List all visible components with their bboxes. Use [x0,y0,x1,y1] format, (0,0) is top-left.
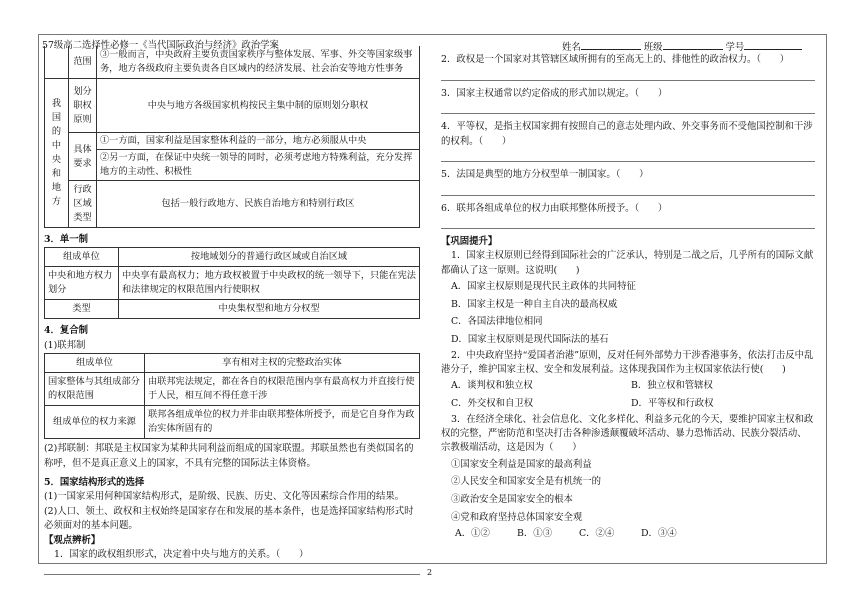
section-title: 3．单一制 [44,234,89,245]
option[interactable]: B．独立权和管辖权 [631,380,713,392]
viewpoint-item: 4．平等权，是指主权国家拥有按照自己的意志处理内政、外交事务而不受他国控制和干涉的权利。（ ） [441,121,813,147]
row-label: 中央和地方权力划分 [45,267,119,300]
viewpoint-item: 2．政权是一个国家对其管辖区域所拥有的至高无上的、排他性的政治权力。（ ） [441,54,790,65]
group-label: 我国的中央和地方 [45,79,69,228]
row-text: 享有相对主权的完整政治实体 [145,354,420,373]
option[interactable]: A．国家主权原则是现代民主政体的共同特征 [451,281,636,293]
confederation-text: (2)邦联制：邦联是主权国家为某种共同利益而组成的国家联盟。邦联虽然也有类似国名的称呼，但不是真正意义上的国家，不具有完整的国际法主体资格。 [44,443,414,469]
question-stem: 1．国家主权原则已经得到国际社会的广泛承认，特别是二战之后，几乎所有的国际文献都确认了这一原则。这说明( ) [441,250,814,276]
answer-line[interactable] [44,562,420,575]
row-label: 划分职权原则 [69,79,97,133]
table-row [45,248,420,267]
row-text: 中央享有最高权力；地方政权被置于中央政权的统一领导下，只能在宪法和法律规定的权限范围内行使职权 [119,267,420,300]
viewpoint-item: 5．法国是典型的地方分权型单一制国家。（ ） [441,169,649,180]
row-text: 中央与地方各级国家机构按民主集中制的原则划分职权 [97,79,420,133]
viewpoint-item: 1．国家的政权组织形式，决定着中央与地方的关系。（ ） [54,549,309,561]
statement: ①国家安全利益是国家的最高利益 [451,458,592,470]
answer-line[interactable] [441,101,815,114]
row-text: 联邦各组成单位的权力并非由联邦整体所授予，而是它自身作为政治实体所固有的 [145,406,420,439]
name-label: 姓名 [562,42,581,53]
subsection-title: (1)联邦制 [44,339,86,351]
option[interactable]: B．国家主权是一种自主自决的最高权威 [451,298,618,310]
left-column [44,46,420,581]
option[interactable]: C．各国法律地位相同 [451,316,543,328]
option[interactable]: D．③④ [641,528,677,540]
range-text: ③一般而言，中央政府主要负责国家秩序与整体发展、军事、外交等国家级事务，地方各级政府主要负责各自区域内的经济发展、社会治安等地方性事务 [97,46,420,79]
row-label: 行政区域类型 [69,181,97,228]
table-row [45,373,420,406]
statement: ②人民安全和国家安全是有机统一的 [451,476,602,488]
section-title: 5．国家结构形式的选择 [44,477,145,489]
viewpoint-item: 3．国家主权通常以约定俗成的形式加以规定。（ ） [441,87,668,99]
question-stem: 2．中央政府坚持“爱国者治港”原则，反对任何外部势力干涉香港事务，依法打击反中乱港分子，维护国家主权、安全和发展利益。这体现我国作为主权国家依法行使( ) [441,349,814,375]
viewpoints-title: 【观点辨析】 [44,534,101,546]
paragraph: (1)一国家采用何种国家结构形式，是阶级、民族、历史、文化等因素综合作用的结果。 [44,491,405,503]
answer-line[interactable] [441,68,815,81]
row-text: 中央集权型和地方分权型 [119,300,420,319]
table-row [45,133,420,181]
row-label: 国家整体与其组成部分的权限范围 [45,373,145,406]
row-text: ①一方面，国家利益是国家整体利益的一部分，地方必须服从中央 [97,133,419,150]
row-label: 组成单位 [45,248,119,267]
option[interactable]: C．外交权和自卫权 [451,398,534,409]
table-row [45,181,420,228]
federal-table [44,353,420,439]
document-title: 57级高二选择性必修一《当代国际政治与经济》政治学案 [42,40,279,51]
row-label: 组成单位的权力来源 [45,406,145,439]
answer-options [441,526,815,542]
table-row [45,46,420,79]
range-label: 范围 [69,46,97,79]
row-label: 组成单位 [45,354,145,373]
option[interactable]: A．谈判权和独立权 [451,380,533,392]
option[interactable]: D．平等权和行政权 [631,398,714,409]
option-row [441,377,815,395]
option-row [441,395,815,413]
answer-line[interactable] [441,183,815,196]
statement: ③政治安全是国家安全的根本 [451,494,573,505]
row-text: ②另一方面，在保证中央统一领导的同时，必须考虑地方特殊利益，充分发挥地方的主动性、积极性 [100,152,413,177]
row-text: 按地域划分的普通行政区域或自治区域 [119,248,420,267]
viewpoint-item: 6．联邦各组成单位的权力由联邦整体所授予。（ ） [441,202,668,214]
central-local-table [44,46,420,228]
table-row [45,267,420,300]
table-row [45,354,420,373]
option[interactable]: D．国家主权原则是现代国际法的基石 [451,334,609,345]
row-text: 由联邦宪法规定，都在各自的权限范围内享有最高权力并直接行使于人民，相互间不得任意干涉 [145,373,420,406]
option[interactable]: A．①② [455,528,490,540]
question-stem: 3．在经济全球化、社会信息化、文化多样化、利益多元化的今天，要维护国家主权和政权的完整，严密防范和坚决打击各种渗透颠覆破坏活动、暴力恐怖活动、民族分裂活动、宗教极端活动，这是因为（ ） [441,413,814,454]
answer-line[interactable] [441,216,815,229]
section-title: 4．复合制 [44,325,89,337]
consolidate-title: 【巩固提升】 [441,236,498,247]
id-label: 学号 [725,42,745,53]
row-text: 包括一般行政地方、民族自治地方和特别行政区 [97,181,420,228]
row-label: 具体要求 [69,133,97,181]
table-row [45,406,420,439]
statement: ④党和政府坚持总体国家安全观 [451,511,583,523]
page-number: 2 [427,568,433,577]
answer-line[interactable] [441,149,815,162]
table-row [45,300,420,319]
class-label: 班级 [643,42,663,53]
paragraph: (2)人口、领土、政权和主权始终是国家存在和发展的基本条件，也是选择国家结构形式时必须面对的基本问题。 [44,505,414,532]
row-label: 类型 [45,300,119,319]
right-column [441,48,815,542]
table-row [45,79,420,133]
unitary-table [44,247,420,319]
option[interactable]: C．②④ [579,528,615,540]
option[interactable]: B．①③ [517,528,553,540]
